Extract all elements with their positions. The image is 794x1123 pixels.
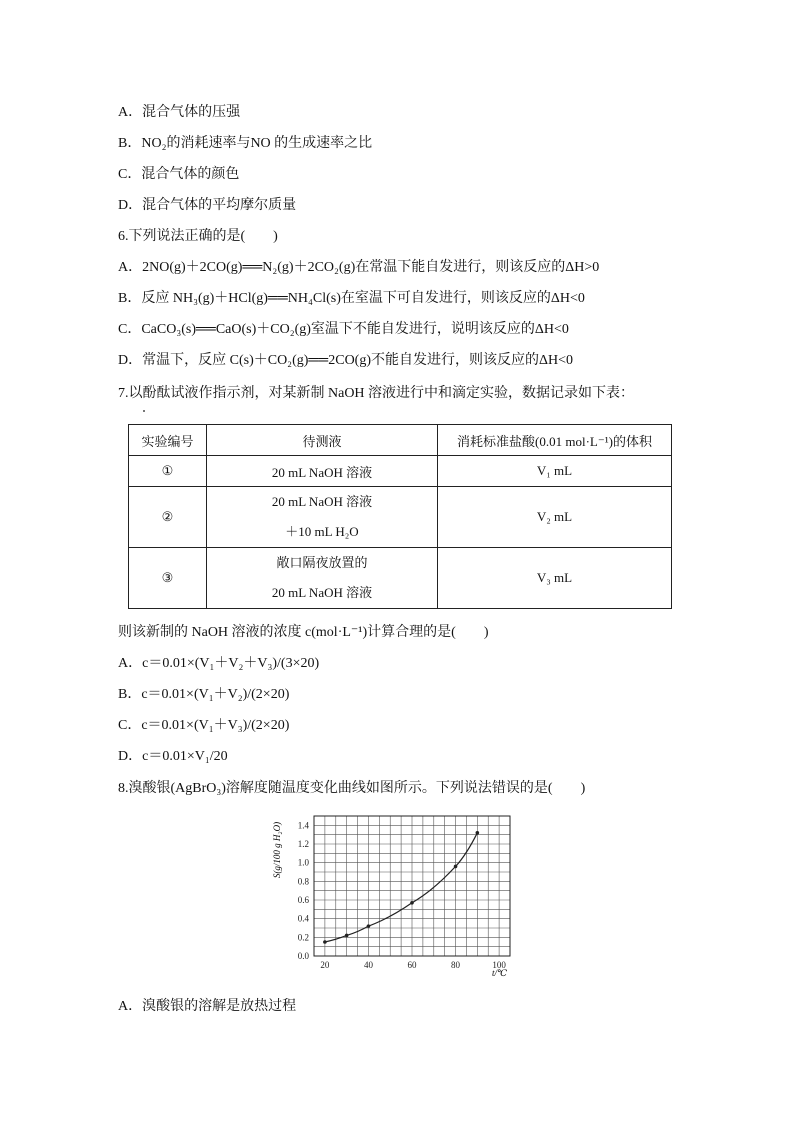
table-cell-volume: V₃ mL (438, 548, 672, 609)
q7-stem: 7.以酚酞试液作指示剂，对某新制 NaOH 溶液进行中和滴定实验，数据记录如下表： (118, 386, 635, 401)
chart-grid (314, 816, 510, 956)
table-cell-id: ③ (129, 548, 207, 609)
table-row (129, 548, 672, 609)
table-cell-sample (207, 548, 438, 609)
sample-line: 20 mL NaOH 溶液 (271, 585, 373, 600)
data-point (476, 831, 480, 835)
option-text: 混合气体的颜色 (141, 167, 240, 182)
option-label: C． (118, 322, 142, 337)
x-axis-label: t/℃ (492, 968, 508, 978)
solubility-chart (270, 806, 530, 982)
table-header: 实验编号 (129, 425, 207, 456)
y-tick-label: 1.0 (297, 857, 309, 868)
option-label: C． (118, 167, 142, 182)
y-tick-label: 1.4 (297, 820, 309, 831)
table-cell-sample (207, 487, 438, 548)
y-tick-label: 0.0 (297, 951, 309, 961)
option-label: A． (118, 656, 143, 671)
option-text: c＝0.01×V₁/20 (142, 749, 228, 764)
y-axis-label: S(g/100 g H₂O) (272, 821, 282, 879)
option-text: 混合气体的压强 (142, 105, 241, 120)
q8-option-a (118, 998, 296, 1016)
option-text: 混合气体的平均摩尔质量 (142, 198, 297, 213)
table-header: 消耗标准盐酸(0.01 mol·L⁻¹)的体积 (438, 425, 672, 456)
option-text: CaCO₃(s)══CaO(s)＋CO₂(g)室温下不能自发进行，说明该反应的ΔH<0 (141, 322, 569, 337)
data-point (367, 924, 371, 928)
option-label: B． (118, 136, 142, 151)
table-cell-volume: V₂ mL (438, 487, 672, 548)
sample-line: ＋10 mL H₂O (285, 524, 359, 539)
q5-option-d (118, 197, 296, 215)
option-text: 2NO(g)＋2CO(g)══N₂(g)＋2CO₂(g)在常温下能自发进行，则该反应的ΔH>0 (142, 260, 600, 275)
y-tick-label: 0.6 (297, 895, 309, 905)
q7-followup: 则该新制的 NaOH 溶液的浓度 c(mol·L⁻¹)计算合理的是( ) (118, 625, 489, 640)
option-label: C． (118, 718, 142, 733)
table-row (129, 456, 672, 487)
y-tick-label: 0.4 (297, 913, 309, 924)
option-label: A． (118, 260, 143, 275)
option-label: D． (118, 749, 143, 764)
q7-option-b (118, 686, 289, 704)
q6-option-d (118, 352, 573, 370)
q6-option-b (118, 290, 585, 308)
option-label: B． (118, 291, 142, 306)
option-label: D． (118, 198, 143, 213)
table-cell-sample: 20 mL NaOH 溶液 (207, 456, 438, 487)
q5-option-c (118, 166, 239, 184)
data-point (345, 934, 349, 938)
option-label: A． (118, 999, 143, 1014)
table-header: 待测液 (207, 425, 438, 456)
option-text: 溴酸银的溶解是放热过程 (142, 999, 297, 1014)
sample-line: 敞口隔夜放置的 (276, 555, 368, 570)
y-tick-label: 0.8 (297, 876, 309, 887)
titration-table (128, 424, 672, 609)
q7-option-d (118, 748, 228, 766)
option-text: c＝0.01×(V₁＋V₃)/(2×20) (141, 718, 290, 733)
sample-line: 20 mL NaOH 溶液 (271, 494, 373, 509)
stray-mark (143, 410, 145, 412)
option-label: D． (118, 353, 143, 368)
q6-option-a (118, 259, 599, 277)
table-cell-id: ① (129, 456, 207, 487)
y-tick-label: 0.2 (297, 932, 309, 943)
x-tick-label: 60 (407, 960, 417, 970)
data-point (410, 901, 414, 905)
option-text: 常温下，反应 C(s)＋CO₂(g)══2CO(g)不能自发进行，则该反应的ΔH<0 (142, 353, 574, 368)
option-text: c＝0.01×(V₁＋V₂)/(2×20) (141, 687, 290, 702)
x-tick-label: 20 (320, 960, 330, 970)
option-label: A． (118, 105, 143, 120)
q6-option-c (118, 321, 569, 339)
table-row (129, 487, 672, 548)
q5-option-a (118, 104, 240, 122)
table-cell-volume: V₁ mL (438, 456, 672, 487)
option-text: NO₂的消耗速率与NO 的生成速率之比 (141, 136, 373, 151)
x-tick-label: 40 (363, 960, 373, 970)
y-tick-label: 1.2 (297, 839, 309, 849)
data-point (454, 865, 458, 869)
x-tick-label: 100 (492, 960, 506, 970)
x-tick-label: 80 (451, 960, 461, 970)
q8-stem: 8.溴酸银(AgBrO₃)溶解度随温度变化曲线如图所示。下列说法错误的是( ) (118, 781, 586, 796)
q7-option-c (118, 717, 289, 735)
table-header-row (129, 425, 672, 456)
q5-option-b (118, 135, 372, 153)
data-point (323, 940, 327, 944)
option-label: B． (118, 687, 142, 702)
option-text: c＝0.01×(V₁＋V₂＋V₃)/(3×20) (142, 656, 320, 671)
table-cell-id: ② (129, 487, 207, 548)
q6-stem: 6.下列说法正确的是( ) (118, 229, 278, 244)
chart-tick-labels (298, 820, 507, 970)
q7-option-a (118, 655, 319, 673)
option-text: 反应 NH₃(g)＋HCl(g)══NH₄Cl(s)在室温下可自发进行，则该反应的ΔH<0 (141, 291, 585, 306)
